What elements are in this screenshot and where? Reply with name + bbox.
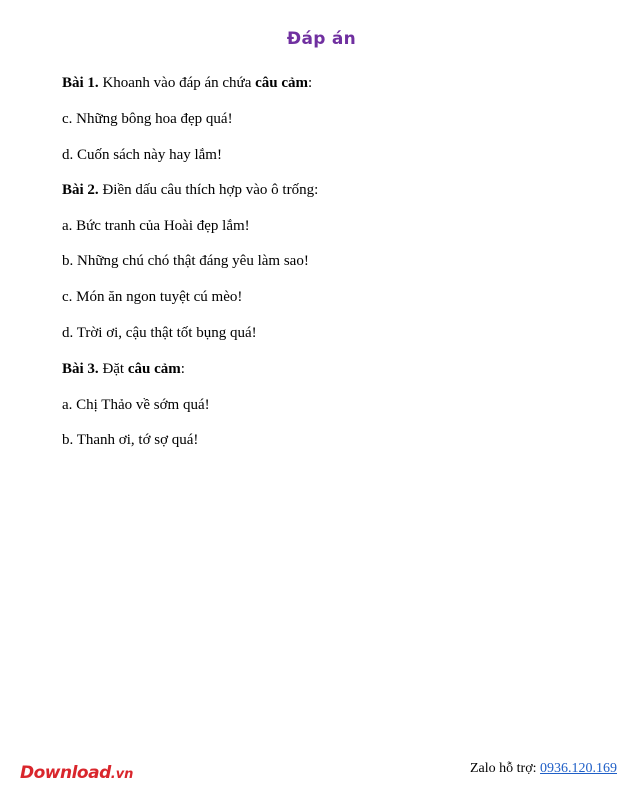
exercise-2-answer-b: b. Những chú chó thật đáng yêu làm sao!	[62, 253, 309, 269]
page-title: Đáp án	[286, 29, 357, 49]
exercise-1-instruction: Khoanh vào đáp án chứa	[98, 75, 256, 91]
exercise-2-heading	[62, 181, 318, 199]
exercise-1-label: Bài 1.	[62, 75, 99, 91]
download-vn-logo[interactable]	[20, 763, 133, 783]
exercise-2-instruction: Điền dấu câu thích hợp vào ô trống:	[98, 182, 319, 198]
exercise-1-heading	[62, 74, 312, 92]
exercise-3-answer-b: b. Thanh ơi, tớ sợ quá!	[62, 432, 199, 448]
zalo-support	[470, 761, 617, 777]
exercise-2-label: Bài 2.	[62, 182, 99, 198]
logo-main-text: Download	[20, 763, 111, 783]
exercise-1-answer-d: d. Cuốn sách này hay lắm!	[62, 147, 222, 163]
zalo-support-phone-link[interactable]: 0936.120.169	[540, 761, 617, 776]
exercise-2-answer-a: a. Bức tranh của Hoài đẹp lắm!	[62, 218, 250, 234]
exercise-3-keyword: câu cảm	[127, 361, 181, 377]
exercise-3-answer-a: a. Chị Thảo về sớm quá!	[62, 397, 210, 413]
zalo-support-label: Zalo hỗ trợ:	[470, 761, 540, 776]
exercise-3-colon: :	[180, 361, 185, 377]
exercise-2-answer-d: d. Trời ơi, cậu thật tốt bụng quá!	[62, 325, 257, 341]
exercise-1-colon: :	[308, 75, 313, 91]
exercise-2-answer-c: c. Món ăn ngon tuyệt cú mèo!	[62, 289, 243, 305]
exercise-3-heading	[62, 360, 185, 378]
exercise-1-keyword: câu cảm	[255, 75, 309, 91]
exercise-1-answer-c: c. Những bông hoa đẹp quá!	[62, 111, 233, 127]
exercise-3-label: Bài 3.	[62, 361, 99, 377]
exercise-3-instruction: Đặt	[98, 361, 128, 377]
logo-suffix-text: .vn	[110, 767, 134, 782]
